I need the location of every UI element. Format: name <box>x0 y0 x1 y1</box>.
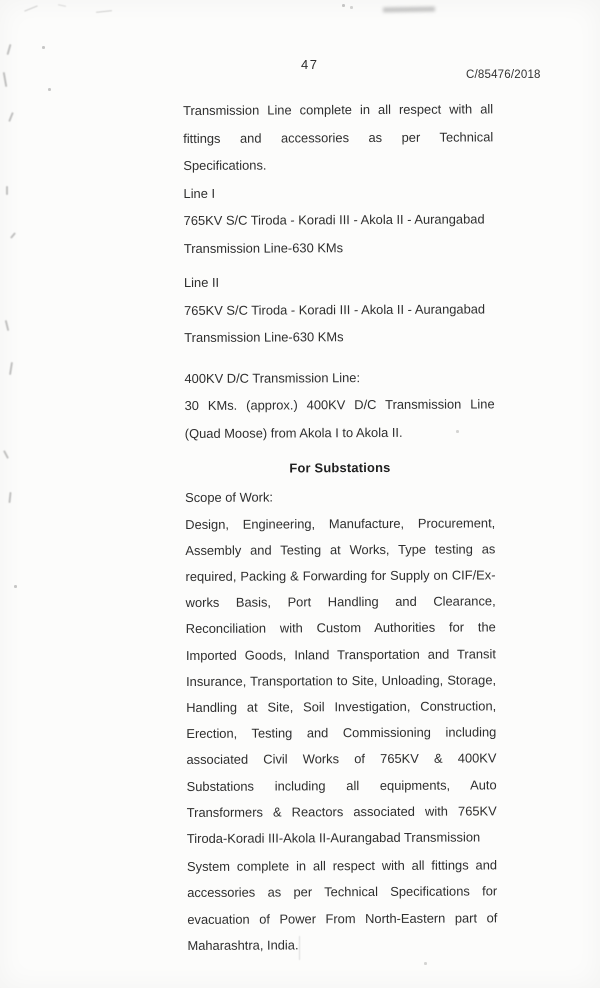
page-number: 47 <box>301 57 319 72</box>
scan-noise <box>6 186 8 195</box>
line2-label: Line II <box>183 274 220 290</box>
line1-text: 765KV S/C Tiroda - Koradi III - Akola II - Aurangabad Transmission Line-630 KMs <box>183 211 485 256</box>
substations-heading: For Substations <box>289 459 391 476</box>
closing-paragraph: System complete in all respect with all fittings and accessories as per Technical Specifications for evacuation of Power From North-Eastern part of Maharashtra, India. <box>186 857 498 953</box>
scope-of-work-paragraph: Design, Engineering, Manufacture, Procurement, Assembly and Testing at Works, Type testing as required, Packing & Forwarding for Supply on CIF/Ex-works Basis, Port Handling and Clearance, Reconciliation with Custom Authorities for the Imported Goods, Inland Transportation and Transit Insurance, Transportation to Site, Unloading, Storage, Handling at Site, Soil Investigation, Construction, Erection, Testing and Commissioning including associated Civil Works of 765KV & 400KV Substations including all equipments, Auto Transformers & Reactors associated with 765KV Tiroda-Koradi III-Akola II-Aurangabad Transmission <box>185 514 497 846</box>
scan-noise <box>7 44 12 55</box>
scan-noise <box>10 232 16 239</box>
scan-noise <box>58 4 66 7</box>
scan-noise <box>3 450 9 459</box>
scan-noise <box>350 6 353 9</box>
dc-line-text: 30 KMs. (approx.) 400KV D/C Transmission Line (Quad Moose) from Akola I to Akola II. <box>184 396 495 441</box>
scan-noise <box>9 362 13 375</box>
scan-noise <box>42 46 45 49</box>
scan-noise <box>8 492 11 503</box>
scan-noise <box>48 88 51 91</box>
line1-label: Line I <box>183 185 216 201</box>
scan-noise <box>342 4 345 7</box>
scan-noise <box>3 72 8 87</box>
line2-text: 765KV S/C Tiroda - Koradi III - Akola II - Aurangabad Transmission Line-630 KMs <box>184 300 486 345</box>
dc-line-label: 400KV D/C Transmission Line: <box>184 369 361 386</box>
scan-noise <box>14 585 17 588</box>
scan-noise <box>8 112 14 122</box>
document-content <box>183 95 498 959</box>
scan-noise <box>383 7 435 13</box>
scan-noise <box>24 5 37 11</box>
document-reference: C/85476/2018 <box>466 69 541 81</box>
intro-paragraph: Transmission Line complete in all respect with all fittings and accessories as per Technical Specifications. <box>183 101 494 173</box>
scan-noise <box>5 320 10 331</box>
scan-noise <box>424 962 427 965</box>
scan-noise <box>299 936 300 960</box>
scope-of-work-label: Scope of Work: <box>185 489 274 505</box>
scan-noise <box>456 430 459 433</box>
scan-noise <box>96 10 112 13</box>
